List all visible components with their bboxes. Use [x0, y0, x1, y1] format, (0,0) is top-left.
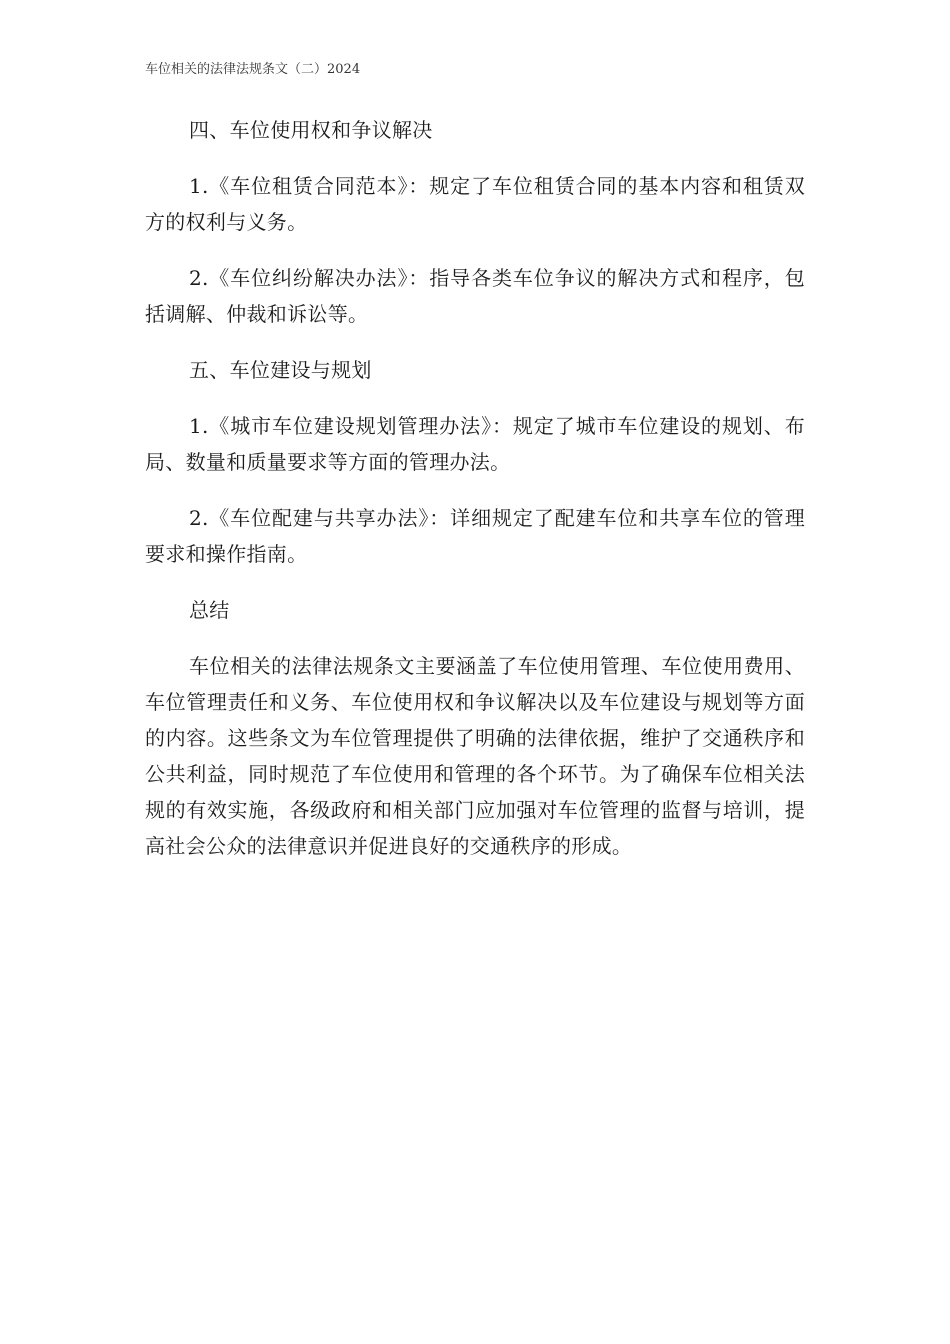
section-heading-5: 五、车位建设与规划 [189, 358, 372, 382]
document-body [145, 112, 805, 864]
summary-heading: 总结 [189, 598, 230, 622]
summary-paragraph: 车位相关的法律法规条文主要涵盖了车位使用管理、车位使用费用、车位管理责任和义务、车位使用权和争议解决以及车位建设与规划等方面的内容。这些条文为车位管理提供了明确的法律依据，维护了交通秩序和公共利益，同时规范了车位使用和管理的各个环节。为了确保车位相关法规的有效实施，各级政府和相关部门应加强对车位管理的监督与培训，提高社会公众的法律意识并促进良好的交通秩序的形成。 [145, 654, 805, 858]
paragraph-construction-planning: 1.《城市车位建设规划管理办法》：规定了城市车位建设的规划、布局、数量和质量要求等方面的管理办法。 [145, 414, 805, 474]
paragraph-sharing: 2.《车位配建与共享办法》：详细规定了配建车位和共享车位的管理要求和操作指南。 [145, 506, 805, 566]
paragraph-dispute-resolution: 2.《车位纠纷解决办法》：指导各类车位争议的解决方式和程序，包括调解、仲裁和诉讼等。 [145, 266, 805, 326]
paragraph-lease-contract: 1.《车位租赁合同范本》：规定了车位租赁合同的基本内容和租赁双方的权利与义务。 [145, 174, 805, 234]
section-heading-4: 四、车位使用权和争议解决 [189, 118, 433, 142]
running-header: 车位相关的法律法规条文（二）2024 [145, 62, 361, 77]
